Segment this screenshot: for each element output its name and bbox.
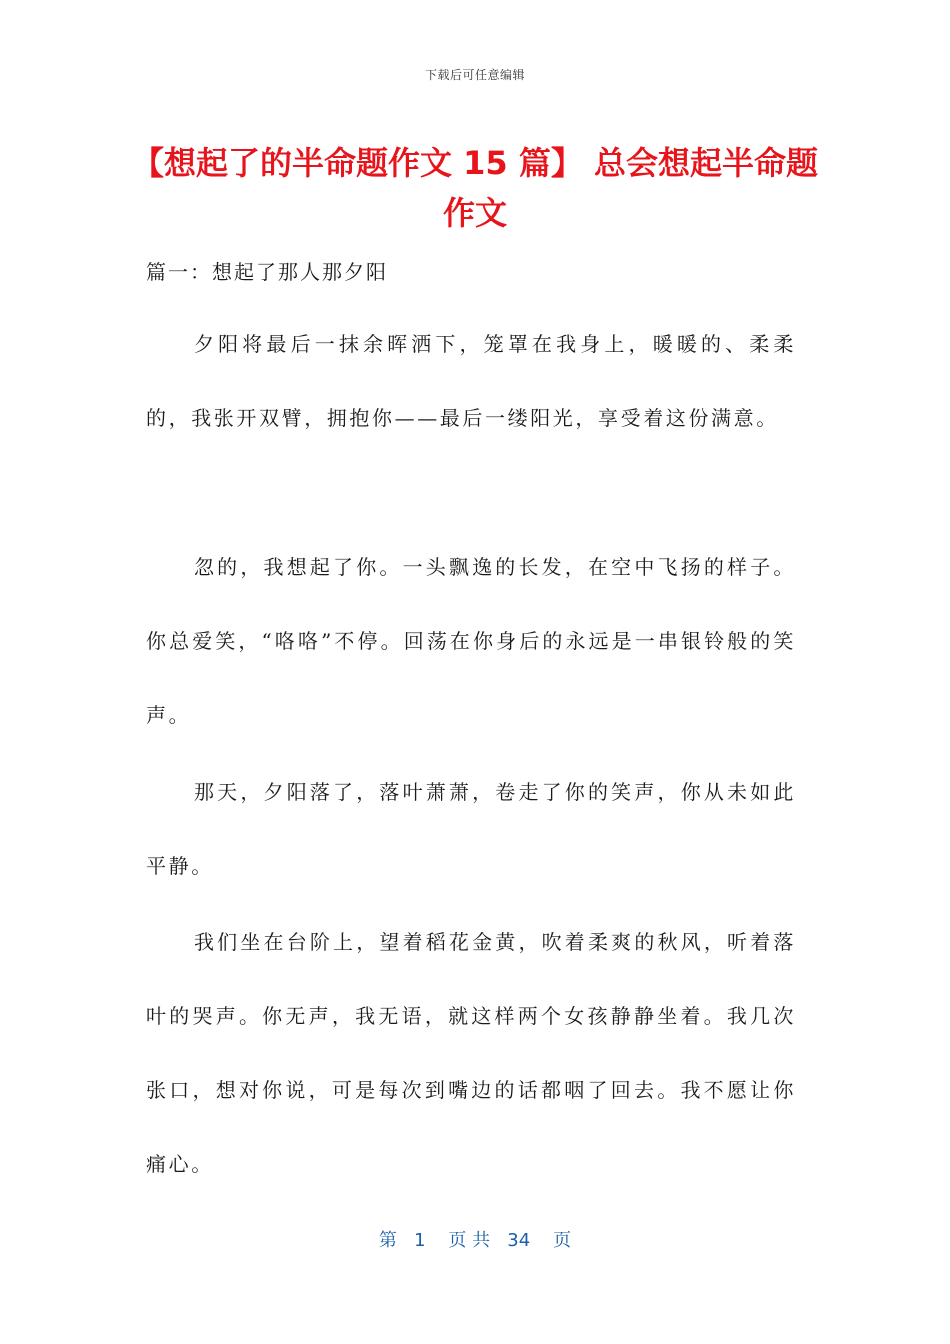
paragraph-2: 忽的，我想起了你。一头飘逸的长发，在空中飞扬的样子。你总爱笑，“咯咯”不停。回荡在你身后的永远是一串银铃般的笑声。	[146, 555, 796, 727]
paragraph-1: 夕阳将最后一抹余晖洒下，笼罩在我身上，暖暖的、柔柔的，我张开双臂，拥抱你——最后一缕阳光，享受着这份满意。	[146, 332, 796, 430]
header-note: 下载后可任意编辑	[424, 68, 525, 82]
document-title: 【想起了的半命题作文 15 篇】 总会想起半命题作文	[132, 144, 818, 232]
paragraph-4: 我们坐在台阶上，望着稻花金黄，吹着柔爽的秋风，听着落叶的哭声。你无声，我无语，就这样两个女孩静静坐着。我几次张口，想对你说，可是每次到嘴边的话都咽了回去。我不愿让你痛心。	[146, 930, 796, 1176]
page-footer: 第 1 页 共 34 页	[378, 1230, 572, 1251]
paragraph-3: 那天，夕阳落了，落叶萧萧，卷走了你的笑声，你从未如此平静。	[146, 780, 796, 878]
section-heading: 篇一：想起了那人那夕阳	[146, 260, 388, 284]
